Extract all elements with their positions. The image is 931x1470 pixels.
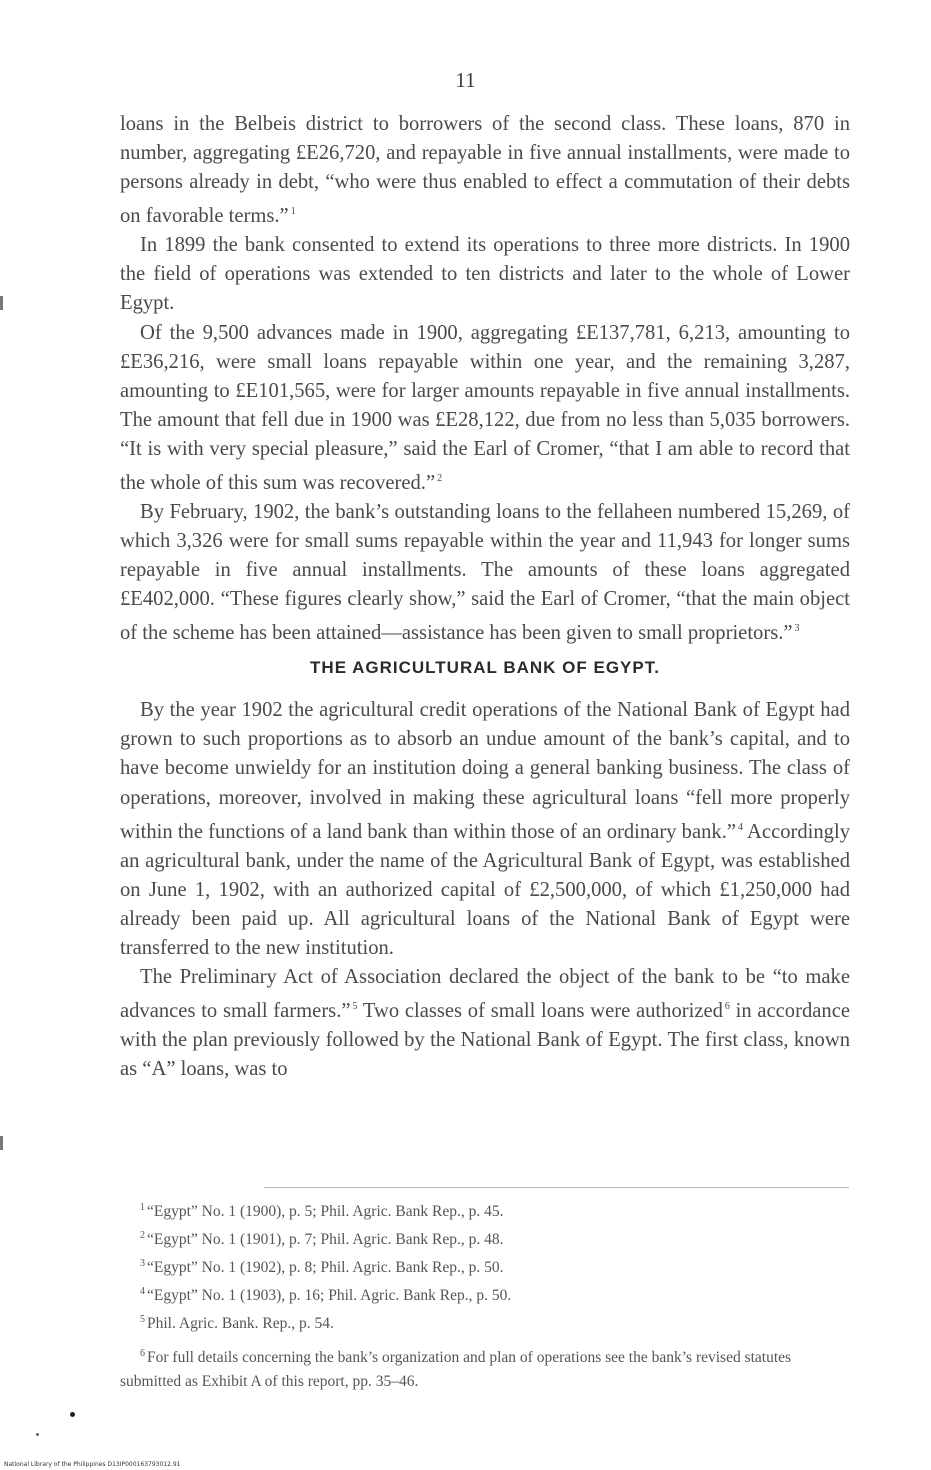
footnote-5: $^5$ Phil. Agric. Bank. Rep., p. 54.	[140, 1313, 334, 1332]
footnote-6: $^6$ For full details concerning the bank’s organization and plan of operations see the bank’s revised statutes submitted as Exhibit A of this report, pp. 35–46.	[120, 1347, 792, 1390]
paragraph-4: By February, 1902, the bank’s outstanding loans to the fellaheen numbered 15,269, of which 3,326 were for small sums repayable within the year and 11,943 for longer sums repayable in five annual installments. The amounts of these loans aggregated £E402,000. “These figures clearly show,” said the Earl of Cromer, “that the main object of the scheme has been attained—assistance has been given to small proprietors.” $^3$	[120, 500, 850, 645]
footnote-2: $^2$ “Egypt” No. 1 (1901), p. 7; Phil. Agric. Bank Rep., p. 48.	[140, 1229, 504, 1249]
binding-mark-top	[0, 296, 3, 310]
footnote-ref-6: 6	[724, 1001, 730, 1013]
speck-mark	[70, 1412, 75, 1417]
speck-mark-small	[36, 1433, 39, 1436]
footnote-1: $^1$ “Egypt” No. 1 (1900), p. 5; Phil. Agric. Bank Rep., p. 45.	[140, 1202, 504, 1221]
section-heading: THE AGRICULTURAL BANK OF EGYPT.	[310, 658, 660, 678]
footnote-divider	[264, 1187, 849, 1188]
footnote-ref-5: 5	[352, 1001, 358, 1013]
footnote-ref-1: 1	[290, 206, 296, 218]
footnote-ref-2: 2	[437, 472, 443, 484]
paragraph-6: The Preliminary Act of Association declared the object of the bank to be “to make advances to small farmers.” $^5$ Two classes of small loans were authorized $^6$ in accordance with the plan previously followed by the National Bank of Egypt. The first class, known as “A” loans, was to	[120, 965, 850, 1081]
footnote-ref-4: 4	[738, 821, 743, 833]
footnote-ref-3: 3	[794, 623, 800, 635]
footnote-3: $^3$ “Egypt” No. 1 (1902), p. 8; Phil. Agric. Bank Rep., p. 50.	[140, 1257, 504, 1277]
paragraph-3: Of the 9,500 advances made in 1900, aggregating £E137,781, 6,213, amounting to £E36,216, were small loans repayable within one year, and the remaining 3,287, amounting to £E101,565, were for larger amounts repayable in five annual installments. The amount that fell due in 1900 was £E28,122, due from no less than 5,035 borrowers. “It is with very special pleasure,” said the Earl of Cromer, “that I am able to record that the whole of this sum was recovered.” $^2$	[120, 321, 850, 494]
page-number: 11	[455, 68, 476, 92]
scan-footer: National Library of the Philippines D13IP000163793012.91	[4, 1461, 181, 1468]
footnotes	[120, 1196, 850, 1394]
paragraph-1: loans in the Belbeis district to borrowers of the second class. These loans, 870 in number, aggregating £E26,720, and repayable in five annual installments, were made to persons already in debt, “who were thus enabled to effect a commutation of their debts on favorable terms.” $^1$	[120, 113, 850, 228]
footnote-4: $^4$ “Egypt” No. 1 (1903), p. 16; Phil. Agric. Bank Rep., p. 50.	[140, 1285, 512, 1305]
paragraph-2: In 1899 the bank consented to extend its operations to three more districts. In 1900 the field of operations was extended to ten districts and later to the whole of Lower Egypt.	[120, 234, 850, 315]
binding-mark-bottom	[0, 1136, 3, 1150]
paragraph-5: By the year 1902 the agricultural credit operations of the National Bank of Egypt had grown to such proportions as to absorb an undue amount of the bank’s capital, and to have become unwieldy for an institution doing a general banking business. The class of operations, moreover, involved in making these agricultural loans “fell more properly within the functions of a land bank than within those of an ordinary bank.” $^4$ Accordingly an agricultural bank, under the name of the Agricultural Bank of Egypt, was established on June 1, 1902, with an authorized capital of £2,500,000, of which £1,250,000 had already been paid up. All agricultural loans of the National Bank of Egypt were transferred to the new institution.	[120, 699, 850, 959]
body-text	[120, 110, 850, 1084]
